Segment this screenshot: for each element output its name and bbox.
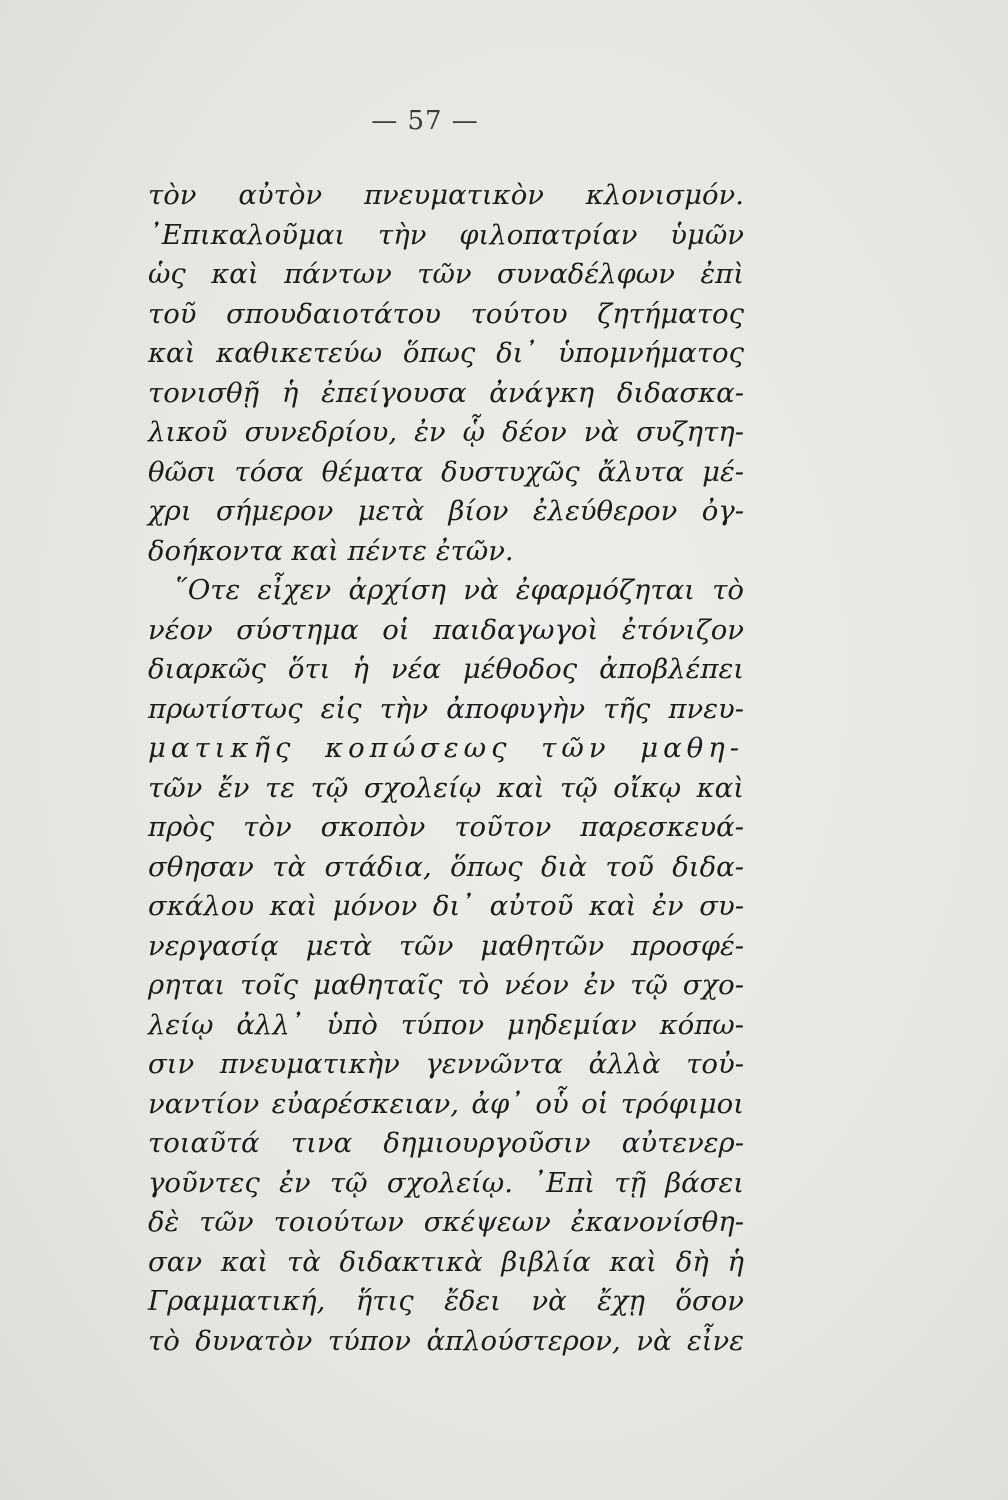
text-line: τοιαῦτά τινα δημιουργοῦσιν αὐτενερ-: [148, 1127, 744, 1159]
text-line: θῶσι τόσα θέματα δυστυχῶς ἄλυτα μέ-: [148, 455, 744, 488]
text-line: ὡς καὶ πάντων τῶν συναδέλφων ἐπὶ: [148, 258, 744, 290]
body-text: [148, 176, 744, 1361]
text-line: ῞Οτε εἶχεν ἀρχίση νὰ ἐφαρμόζηται τὸ: [174, 574, 744, 606]
text-line: λικοῦ συνεδρίου, ἐν ᾧ δέον νὰ συζητη-: [148, 416, 744, 448]
text-line: χρι σήμερον μετὰ βίον ἐλεύθερον ὀγ-: [148, 495, 744, 527]
text-line: νέον σύστημα οἱ παιδαγωγοὶ ἐτόνιζον: [148, 613, 744, 646]
text-line: σαν καὶ τὰ διδακτικὰ βιβλία καὶ δὴ ἡ: [148, 1245, 744, 1278]
text-line: διαρκῶς ὅτι ἡ νέα μέθοδος ἀποβλέπει: [148, 653, 744, 685]
text-line: νεργασίᾳ μετὰ τῶν μαθητῶν προσφέ-: [148, 929, 744, 962]
text-line: τονισθῇ ἡ ἐπείγουσα ἀνάγκη διδασκα-: [148, 376, 744, 409]
text-line: ματικῆς κοπώσεως τῶν μαθη-: [148, 732, 744, 764]
text-line: τὸν αὐτὸν πνευματικὸν κλονισμόν.: [148, 179, 744, 211]
text-line: σκάλου καὶ μόνον δι᾿ αὐτοῦ καὶ ἐν συ-: [148, 890, 744, 922]
text-line: τὸ δυνατὸν τύπον ἁπλούστερον, νὰ εἶνε: [148, 1324, 744, 1357]
text-line: ᾿Επικαλοῦμαι τὴν φιλοπατρίαν ὑμῶν: [148, 218, 744, 251]
text-line: πρὸς τὸν σκοπὸν τοῦτον παρεσκευά-: [148, 811, 744, 843]
text-line: γοῦντες ἐν τῷ σχολείῳ. ᾿Επὶ τῇ βάσει: [148, 1166, 744, 1199]
text-line: τοῦ σπουδαιοτάτου τούτου ζητήματος: [148, 297, 744, 330]
text-line: πρωτίστως εἰς τὴν ἀποφυγὴν τῆς πνευ-: [148, 692, 744, 725]
text-line: ναντίον εὐαρέσκειαν, ἀφ᾿ οὗ οἱ τρόφιμοι: [148, 1087, 744, 1120]
text-line: Γραμματική, ἥτις ἔδει νὰ ἔχῃ ὅσον: [148, 1285, 744, 1317]
text-line: λείῳ ἀλλ᾿ ὑπὸ τύπον μηδεμίαν κόπω-: [148, 1008, 744, 1041]
text-line: τῶν ἔν τε τῷ σχολείῳ καὶ τῷ οἴκῳ καὶ: [148, 771, 744, 804]
text-line: σιν πνευματικὴν γεννῶντα ἀλλὰ τοὐ-: [148, 1048, 744, 1080]
text-line: ρηται τοῖς μαθηταῖς τὸ νέον ἐν τῷ σχο-: [148, 969, 744, 1001]
page-number: — 57 —: [371, 106, 479, 136]
text-line: σθησαν τὰ στάδια, ὅπως διὰ τοῦ διδα-: [148, 850, 744, 883]
text-line: καὶ καθικετεύω ὅπως δι᾿ ὑπομνήματος: [148, 337, 744, 369]
text-line: δοήκοντα καὶ πέντε ἐτῶν.: [148, 534, 514, 567]
text-line: δὲ τῶν τοιούτων σκέψεων ἐκανονίσθη-: [148, 1206, 744, 1238]
